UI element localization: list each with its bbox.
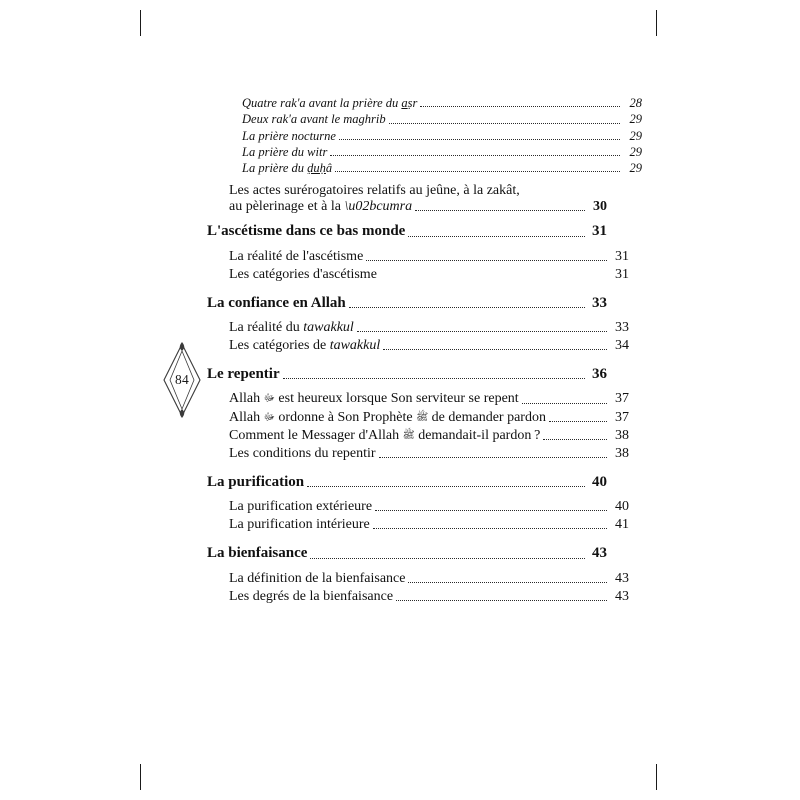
toc-leader: [549, 420, 607, 422]
toc-entry-page: 29: [629, 128, 642, 143]
spacer: [207, 462, 607, 473]
toc-entry-page: 31: [592, 223, 607, 240]
spacer: [207, 215, 607, 222]
toc-entry-section[interactable]: [207, 294, 607, 312]
toc-entry-page: 43: [615, 570, 629, 586]
table-of-contents: [207, 96, 642, 605]
spacer: [207, 283, 607, 294]
toc-entry-page: 29: [629, 161, 642, 175]
toc-entry-title: Les conditions du repentir: [229, 445, 376, 461]
toc-entry[interactable]: [207, 409, 629, 426]
toc-entry-title: La purification intérieure: [229, 517, 370, 533]
sallallahu-alayhi-wasallam-icon: ﷺ: [416, 411, 429, 423]
toc-entry-title-line2: au pèlerinage et à la \u02bcumra: [229, 199, 413, 215]
toc-entry-title: La prière nocturne: [242, 128, 336, 143]
toc-entry-page: 28: [629, 96, 642, 110]
toc-entry-title: La définition de la bienfaisance: [229, 570, 406, 586]
jalla-jalaluhu-icon: ﷻ: [263, 411, 275, 423]
toc-entry[interactable]: [207, 390, 629, 407]
toc-leader: [379, 456, 607, 458]
toc-entry-title: L'ascétisme dans ce bas monde: [207, 223, 406, 240]
toc-entry-title-line1: Les actes surérogatoires relatifs au jeûne, à la zakât,: [229, 183, 520, 199]
toc-leader: [408, 235, 585, 237]
crop-mark-top-right: [656, 10, 657, 36]
toc-entry-page: 30: [593, 199, 607, 215]
toc-entry[interactable]: [207, 145, 642, 160]
toc-leader: [415, 209, 585, 211]
toc-entry-title: Les degrés de la bienfaisance: [229, 588, 394, 604]
toc-entry-title: Le repentir: [207, 366, 280, 383]
spacer: [207, 312, 607, 319]
toc-leader: [357, 330, 607, 332]
toc-entry-section[interactable]: [207, 544, 607, 562]
toc-leader: [349, 306, 585, 308]
toc-leader: [339, 138, 620, 140]
toc-entry-page: 40: [615, 499, 629, 515]
toc-entry-title: Deux rak'a avant le maghrib: [242, 112, 386, 127]
jalla-jalaluhu-icon: ﷻ: [263, 393, 275, 405]
toc-entry[interactable]: [207, 96, 642, 111]
page-number: 84: [174, 372, 190, 387]
toc-leader: [522, 402, 607, 404]
toc-entry[interactable]: [207, 183, 607, 215]
toc-entry-page: 43: [592, 545, 607, 562]
toc-entry-section[interactable]: [207, 365, 607, 383]
page-marker: [160, 340, 204, 420]
spacer: [207, 354, 607, 365]
toc-entry[interactable]: [207, 498, 629, 515]
toc-leader: [396, 599, 607, 601]
toc-entry-page: 34: [615, 338, 629, 354]
toc-entry-page: 43: [615, 588, 629, 604]
toc-entry-page: 36: [592, 366, 607, 383]
toc-leader: [335, 170, 620, 172]
toc-entry-title: Quatre rak'a avant la prière du aṣr: [242, 96, 418, 110]
toc-entry-title: La bienfaisance: [207, 545, 308, 562]
toc-entry-page: 38: [615, 427, 629, 443]
toc-entry-title: La purification extérieure: [229, 499, 373, 515]
toc-entry-page: 41: [615, 517, 629, 533]
spacer: [207, 533, 607, 544]
toc-entry-page: 40: [592, 473, 607, 490]
toc-entry-title: La confiance en Allah: [207, 294, 346, 311]
toc-entry-page: 38: [615, 445, 629, 461]
toc-entry-page: 31: [615, 266, 629, 282]
toc-leader: [373, 527, 607, 529]
toc-leader: [380, 278, 607, 279]
toc-entry[interactable]: [207, 427, 629, 444]
toc-entry[interactable]: [207, 266, 629, 283]
crop-mark-bottom-left: [140, 764, 141, 790]
toc-entry[interactable]: [207, 112, 642, 127]
toc-entry-title: La réalité de l'ascétisme: [229, 248, 364, 264]
toc-leader: [383, 348, 607, 350]
toc-entry[interactable]: [207, 161, 642, 176]
toc-entry-page: 29: [629, 144, 642, 159]
toc-entry-title: La réalité du tawakkul: [229, 320, 354, 335]
spacer: [207, 563, 607, 570]
toc-entry-title: Comment le Messager d'Allah ﷺ demandait-il pardon ?: [229, 427, 541, 443]
toc-leader: [366, 259, 607, 261]
toc-leader: [283, 377, 585, 379]
toc-leader: [420, 105, 620, 107]
toc-entry[interactable]: [207, 248, 629, 265]
toc-entry-title: Allah ﷻ est heureux lorsque Son serviteur se repent: [229, 391, 519, 407]
spacer: [207, 176, 607, 183]
toc-entry-title: La purification: [207, 473, 305, 490]
toc-entry-title: La prière du ḍuḥâ: [242, 161, 333, 175]
toc-entry[interactable]: [207, 337, 629, 354]
toc-leader: [307, 485, 585, 487]
toc-entry-title: Allah ﷻ ordonne à Son Prophète ﷺ de demander pardon: [229, 409, 546, 425]
toc-leader: [310, 557, 585, 559]
crop-mark-bottom-right: [656, 764, 657, 790]
toc-entry-page: 29: [629, 112, 642, 127]
toc-entry[interactable]: [207, 445, 629, 462]
crop-mark-top-left: [140, 10, 141, 36]
toc-entry[interactable]: [207, 588, 629, 605]
toc-entry[interactable]: [207, 516, 629, 533]
toc-entry-title: La prière du witr: [242, 144, 328, 159]
toc-entry-page: 33: [592, 294, 607, 311]
toc-entry-page: 33: [615, 320, 629, 335]
toc-leader: [543, 438, 607, 440]
spacer: [207, 491, 607, 498]
toc-entry[interactable]: [207, 570, 629, 587]
toc-entry-section[interactable]: [207, 473, 607, 491]
toc-leader: [330, 154, 620, 156]
toc-leader: [375, 509, 607, 511]
toc-entry-title: Les catégories d'ascétisme: [229, 266, 377, 282]
toc-entry-page: 37: [615, 409, 629, 425]
toc-entry-page: 31: [615, 248, 629, 264]
toc-entry[interactable]: [207, 319, 629, 336]
spacer: [207, 241, 607, 248]
spacer: [207, 383, 607, 390]
sallallahu-alayhi-wasallam-icon: ﷺ: [402, 429, 415, 441]
toc-entry-section[interactable]: [207, 222, 607, 240]
toc-entry[interactable]: [207, 129, 642, 144]
toc-entry-page: 37: [615, 391, 629, 407]
toc-leader: [389, 122, 620, 124]
toc-entry-title: Les catégories de tawakkul: [229, 338, 381, 354]
toc-leader: [408, 581, 607, 583]
